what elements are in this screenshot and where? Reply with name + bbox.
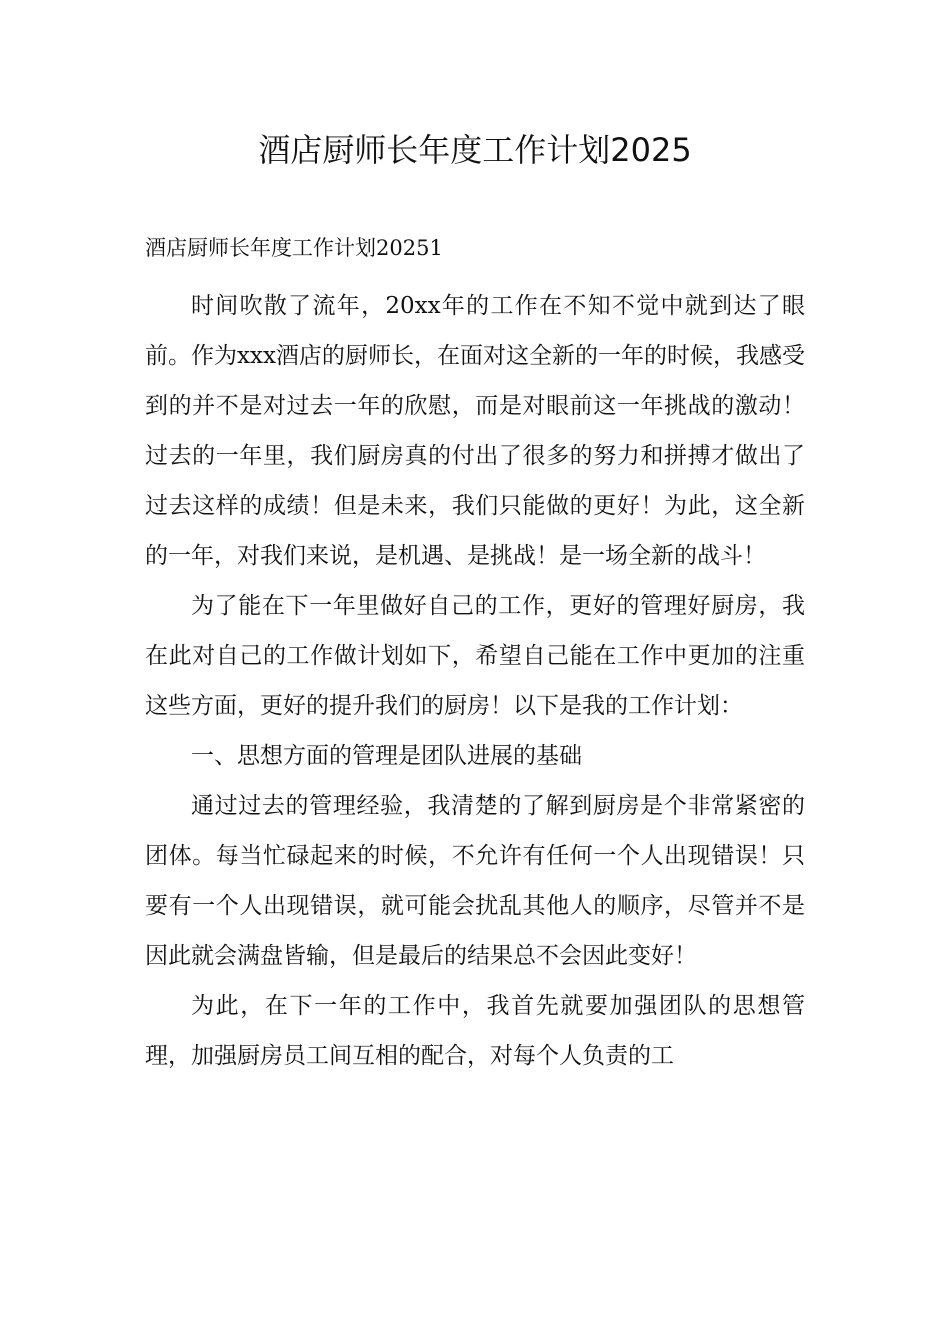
paragraph-plan-intro: 为了能在下一年里做好自己的工作，更好的管理好厨房，我在此对自己的工作做计划如下，希望自己能在工作中更加的注重这些方面，更好的提升我们的厨房！以下是我的工作计划： (145, 593, 805, 719)
paragraph-team-experience: 通过过去的管理经验，我清楚的了解到厨房是个非常紧密的团体。每当忙碌起来的时候，不允许有任何一个人出现错误！只要有一个人出现错误，就可能会扰乱其他人的顺序，尽管并不是因此就会满盘皆输，但是最后的结果总不会因此变好！ (145, 793, 805, 969)
paragraph-intro: 时间吹散了流年，20xx年的工作在不知不觉中就到达了眼前。作为xxx酒店的厨师长，在面对这全新的一年的时候，我感受到的并不是对过去一年的欣慰，而是对眼前这一年挑战的激动！过去的一年里，我们厨房真的付出了很多的努力和拼搏才做出了过去这样的成绩！但是未来，我们只能做的更好！为此，这全新的一年，对我们来说，是机遇、是挑战！是一场全新的战斗！ (145, 293, 805, 569)
document-title: 酒店厨师长年度工作计划2025 (258, 131, 692, 169)
document-body (145, 281, 805, 1081)
document-subtitle: 酒店厨师长年度工作计划20251 (145, 236, 443, 260)
section-heading-1: 一、思想方面的管理是团队进展的基础 (191, 743, 582, 769)
paragraph-team-management: 为此，在下一年的工作中，我首先就要加强团队的思想管理，加强厨房员工间互相的配合，对每个人负责的工 (145, 993, 805, 1069)
